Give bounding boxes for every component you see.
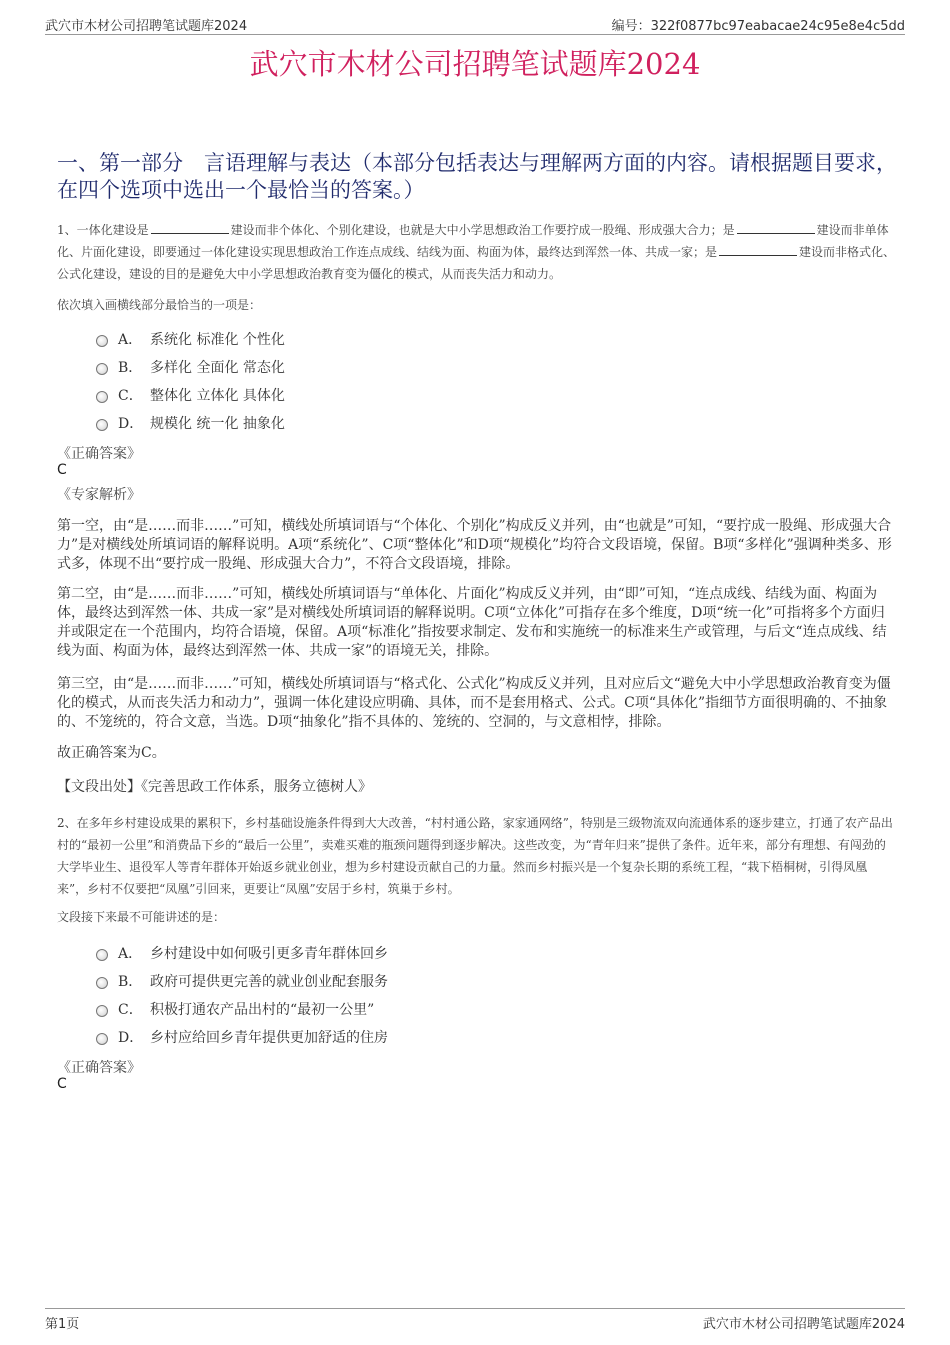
q1-analysis-paragraph-3: 第三空，由“是……而非……”可知，横线处所填词语与“格式化、公式化”构成反义并列，且对应后文“避免大中小学思想政治教育变为僵化的模式，从而丧失活力和动力”，强调一体化建设应明确、具体，而不是套用格式、公式。C项“具体化”指细节方面很明确的、不抽象的、不笼统的，符合文意，当选。D项“抽象化”指不具体的、笼统的、空洞的，与文意相悖，排除。 [57,676,891,730]
option-letter: D． [118,416,144,432]
footer-doc-title: 武穴市木材公司招聘笔试题库2024 [702,1317,905,1332]
section-heading: 一、第一部分 言语理解与表达（本部分包括表达与理解两方面的内容。请根据题目要求，在四个选项中选出一个最恰当的答案。） [57,151,897,202]
radio-icon[interactable] [96,1005,108,1017]
option-text: 乡村应给回乡青年提供更加舒适的住房 [150,1030,388,1046]
radio-icon[interactable] [96,949,108,961]
header-rule [45,34,905,35]
question-1-options [96,325,285,437]
question-2-prompt: 文段接下来最不可能讲述的是： [57,910,226,924]
option-text: 系统化 标准化 个性化 [150,332,285,348]
option-letter: C． [118,388,143,404]
q1-option-a[interactable] [96,325,285,353]
radio-icon[interactable] [96,977,108,989]
option-letter: C． [118,1002,143,1018]
option-text: 乡村建设中如何吸引更多青年群体回乡 [150,946,388,962]
radio-icon[interactable] [96,363,108,375]
footer-rule [45,1308,905,1309]
radio-icon[interactable] [96,391,108,403]
header-doc-id: 编号：322f0877bc97eabacae24c95e8e4c5dd [611,19,905,34]
q1-blank-1 [151,221,229,234]
page-title: 武穴市木材公司招聘笔试题库2024 [249,47,701,81]
q1-source: 【文段出处】《完善思政工作体系，服务立德树人》 [57,779,372,795]
q1-text-part-3: 建设而非单体化、片面化建设，即要通过一体化建设实现思想政治工作连点成线、结线为面、构面为体，最终达到浑然一体、共成一家；是 [57,223,889,259]
option-text: 政府可提供更完善的就业创业配套服务 [150,974,388,990]
q1-blank-3 [719,243,797,256]
q2-option-b[interactable] [96,967,388,995]
q1-analysis-paragraph-1: 第一空，由“是……而非……”可知，横线处所填词语与“个体化、个别化”构成反义并列，由“也就是”可知，“要拧成一股绳、形成强大合力”是对横线处所填词语的解释说明。A项“系统化”、C项“整体化”和D项“规模化”均符合文段语境，保留。B项“多样化”强调种类多、形式多，体现不出“要拧成一股绳、形成强大合力”，不符合文段语境，排除。 [57,518,892,572]
q1-answer-value: C [57,462,67,478]
radio-icon[interactable] [96,419,108,431]
option-letter: D． [118,1030,144,1046]
option-text: 规模化 统一化 抽象化 [150,416,285,432]
option-text: 多样化 全面化 常态化 [150,360,285,376]
question-1-text [57,219,897,285]
q2-answer-label: 《正确答案》 [57,1060,141,1076]
question-2-options [96,939,388,1051]
q1-analysis-label: 《专家解析》 [57,487,141,503]
q1-text-part-4: 建设而非格式化、公式化建设，建设的目的是避免大中小学思想政治教育变为僵化的模式，从而丧失活力和动力。 [57,245,896,281]
q1-option-b[interactable] [96,353,285,381]
q1-option-c[interactable] [96,381,285,409]
option-letter: A． [118,332,143,348]
q2-option-c[interactable] [96,995,388,1023]
header-doc-title: 武穴市木材公司招聘笔试题库2024 [45,19,248,34]
q1-analysis-conclusion: 故正确答案为C。 [57,745,166,761]
question-2-text: 2、在多年乡村建设成果的累积下，乡村基础设施条件得到大大改善，“村村通公路，家家通网络”，特别是三级物流双向流通体系的逐步建立，打通了农产品出村的“最初一公里”和消费品下乡的“最后一公里”，卖难买难的瓶颈问题得到逐步解决。这些改变，为“青年归来”提供了条件。近年来，部分有理想、有闯劲的大学毕业生、退役军人等青年群体开始返乡就业创业，想为乡村建设贡献自己的力量。然而乡村振兴是一个复杂长期的系统工程，“栽下梧桐树，引得凤凰来”，乡村不仅要把“凤凰”引回来，更要让“凤凰”安居于乡村，筑巢于乡村。 [57,816,893,896]
option-letter: A． [118,946,143,962]
radio-icon[interactable] [96,335,108,347]
footer-page-number: 第1页 [45,1317,80,1332]
option-text: 积极打通农产品出村的“最初一公里” [150,1002,375,1018]
question-1-prompt: 依次填入画横线部分最恰当的一项是： [57,298,262,312]
q2-answer-value: C [57,1076,67,1092]
q1-analysis-paragraph-2: 第二空，由“是……而非……”可知，横线处所填词语与“单体化、片面化”构成反义并列，由“即”可知，“连点成线、结线为面、构面为体，最终达到浑然一体、共成一家”是对横线处所填词语的解释说明。C项“立体化”可指存在多个维度，D项“统一化”可指将多个方面归并或限定在一个范围内，均符合语境，保留。A项“标准化”指按要求制定、发布和实施统一的标准来生产或管理，与后文“连点成线、结线为面、构面为体，最终达到浑然一体、共成一家”的语境无关，排除。 [57,586,887,659]
option-letter: B． [118,360,143,376]
q1-option-d[interactable] [96,409,285,437]
q2-option-a[interactable] [96,939,388,967]
q1-text-part-2: 建设而非个体化、个别化建设，也就是大中小学思想政治工作要拧成一股绳、形成强大合力；是 [230,223,735,237]
option-text: 整体化 立体化 具体化 [150,388,285,404]
q1-answer-label: 《正确答案》 [57,446,141,462]
option-letter: B． [118,974,143,990]
radio-icon[interactable] [96,1033,108,1045]
q1-text-part-1: 1、一体化建设是 [57,223,149,237]
q1-blank-2 [737,221,815,234]
q2-option-d[interactable] [96,1023,388,1051]
